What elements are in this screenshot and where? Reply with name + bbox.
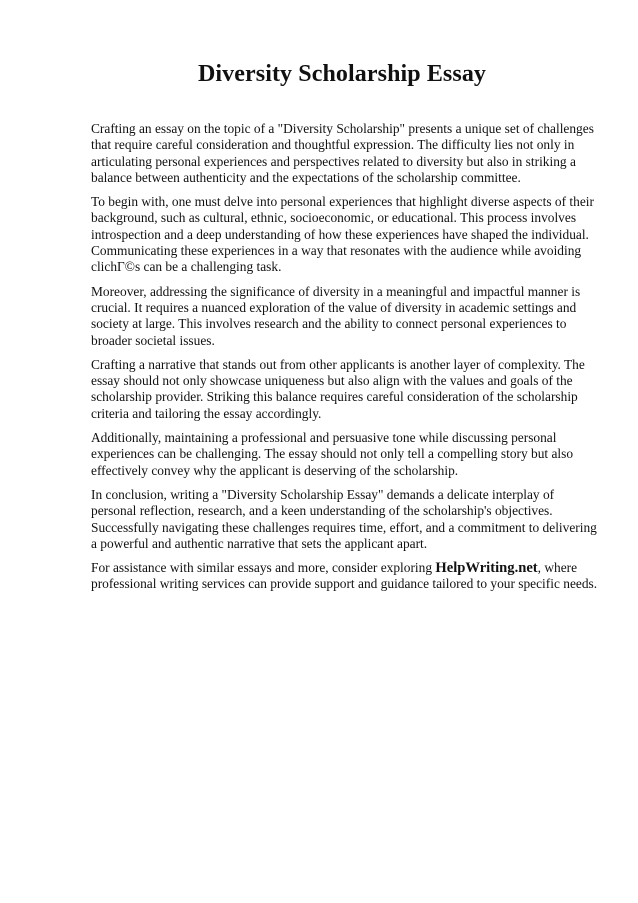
paragraph-conclusion: In conclusion, writing a "Diversity Scholarship Essay" demands a delicate interplay of personal reflection, research, and a keen understanding of the scholarship's objectives. Successfully navigating these challenges requires time, effort, and a commitment to delivering a powerful and authentic narrative that sets the applicant apart. [91,486,597,551]
closing-text-after: , where professional writing services can provide support and guidance tailored to your specific needs. [91,560,598,592]
paragraph-closing [91,560,601,593]
paragraph-personal-experiences: To begin with, one must delve into personal experiences that highlight diverse aspects of their background, such as cultural, ethnic, socioeconomic, or educational. This process involves introspection and a deep understanding of how these experiences have shaped the individual. Communicating these experiences in a way that resonates with the audience while avoiding clichГ©s can be a challenging task. [91,194,594,275]
paragraph-significance: Moreover, addressing the significance of diversity in a meaningful and impactful manner is crucial. It requires a nuanced exploration of the value of diversity in academic settings and society at large. This involves research and the ability to connect personal experiences to broader societal issues. [91,283,581,348]
paragraph-tone: Additionally, maintaining a professional and persuasive tone while discussing personal experiences can be challenging. The essay should not only tell a compelling story but also effectively convey why the applicant is deserving of the scholarship. [91,430,574,478]
brand-name: HelpWriting.net [435,560,538,577]
closing-text-before: For assistance with similar essays and more, consider exploring [91,560,436,576]
document-title: Diversity Scholarship Essay [197,61,487,87]
document-body [91,121,601,601]
paragraph-narrative: Crafting a narrative that stands out from other applicants is another layer of complexity. The essay should not only showcase uniqueness but also align with the values and goals of the scholarship provider. Striking this balance requires careful consideration of the scholarship criteria and tailoring the essay accordingly. [91,356,585,421]
paragraph-intro: Crafting an essay on the topic of a "Diversity Scholarship" presents a unique set of challenges that require careful consideration and thoughtful expression. The difficulty lies not only in articulating personal experiences and perspectives related to diversity but also in striking a balance between authenticity and the expectations of the scholarship committee. [91,121,594,185]
